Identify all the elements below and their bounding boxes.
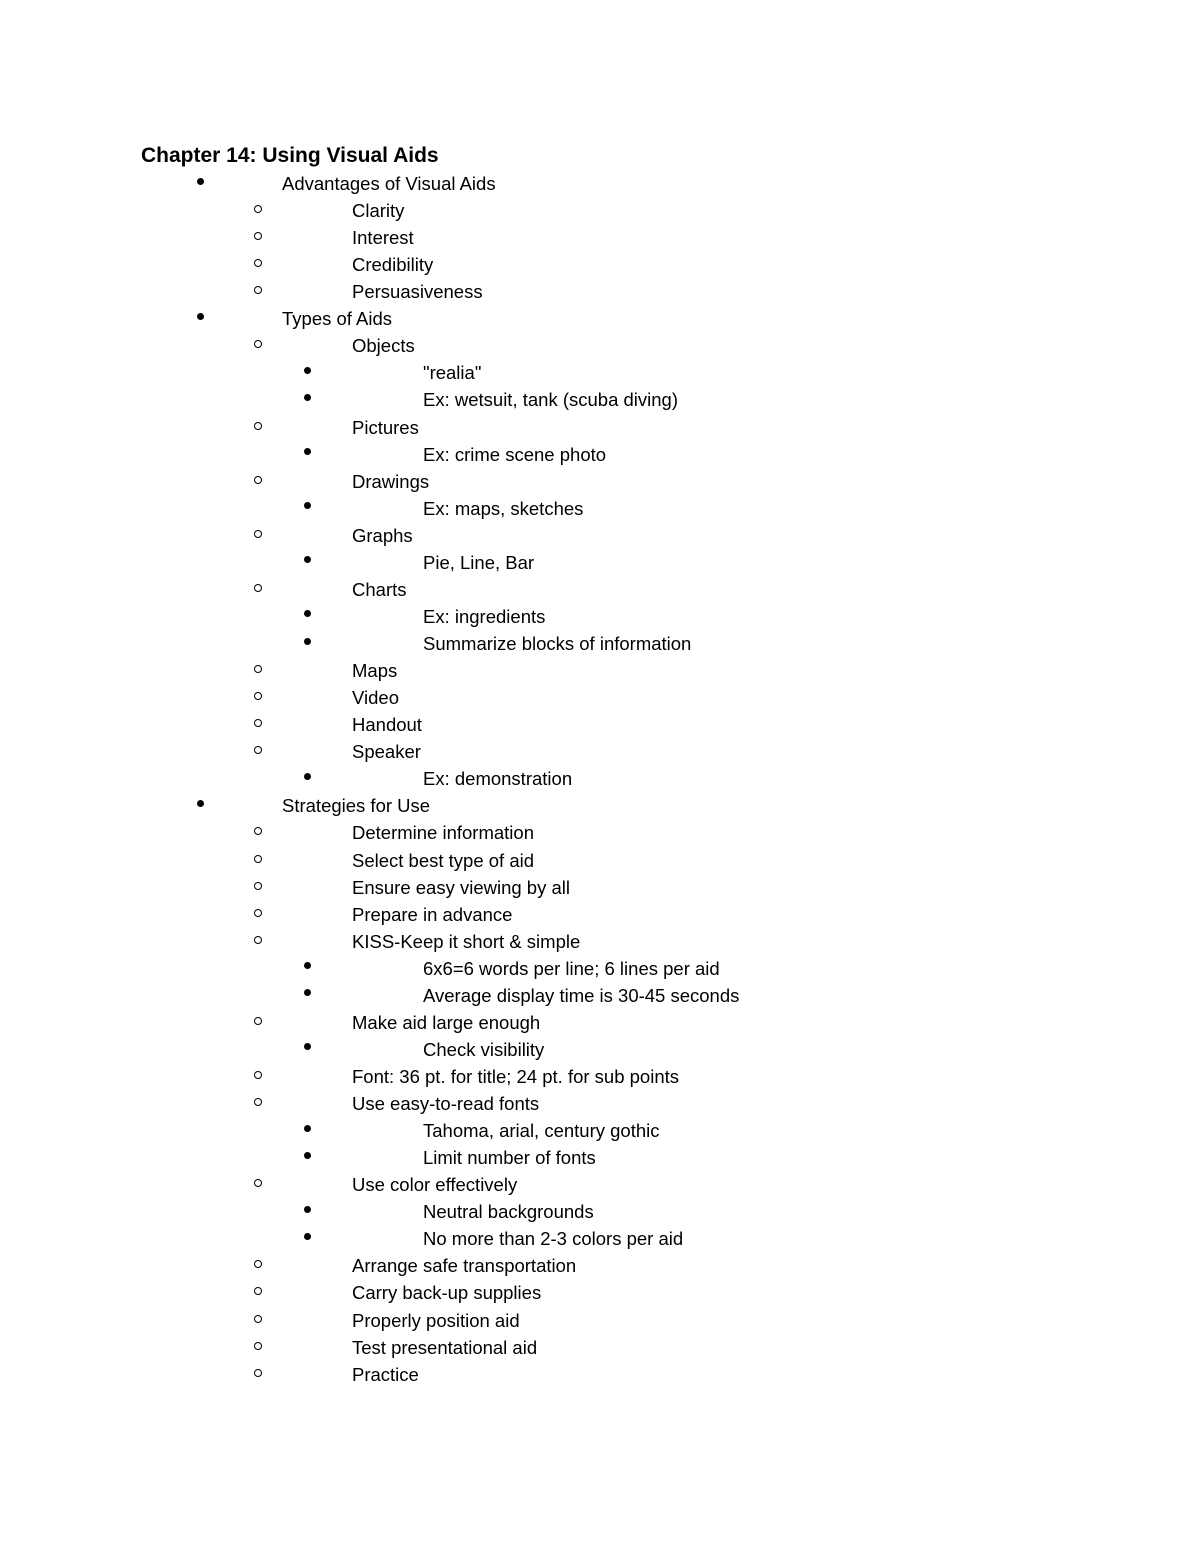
- hollow-circle-bullet-icon: [254, 1361, 262, 1388]
- bullet-icon: [304, 1036, 311, 1063]
- outline-item-text: Video: [352, 687, 399, 709]
- outline-item-text: Average display time is 30-45 seconds: [423, 984, 740, 1006]
- outline-item-text: Types of Aids: [282, 308, 393, 330]
- outline-item-text: Clarity: [352, 200, 405, 222]
- hollow-circle-bullet-icon: [254, 901, 262, 928]
- hollow-circle-bullet-icon: [254, 738, 262, 765]
- bullet-icon: [304, 359, 311, 386]
- outline-item-text: Drawings: [352, 470, 430, 492]
- outline-item-text: Use easy-to-read fonts: [352, 1093, 540, 1115]
- outline-item-text: Determine information: [352, 822, 534, 844]
- outline-item-text: Summarize blocks of information: [423, 633, 692, 655]
- bullet-icon: [304, 765, 311, 792]
- hollow-circle-bullet-icon: [254, 819, 262, 846]
- outline-item-text: Speaker: [352, 741, 421, 763]
- outline-item-text: Handout: [352, 714, 422, 736]
- outline-item-text: Tahoma, arial, century gothic: [423, 1120, 660, 1142]
- hollow-circle-bullet-icon: [254, 847, 262, 874]
- outline-item-text: Limit number of fonts: [423, 1147, 596, 1169]
- bullet-icon: [304, 495, 311, 522]
- hollow-circle-bullet-icon: [254, 251, 262, 278]
- bullet-icon: [304, 1198, 311, 1225]
- outline-item-text: Maps: [352, 660, 398, 682]
- bullet-icon: [304, 549, 311, 576]
- hollow-circle-bullet-icon: [254, 224, 262, 251]
- bullet-icon: [197, 170, 204, 197]
- outline-item-text: Ex: crime scene photo: [423, 443, 607, 465]
- outline-item-text: Charts: [352, 578, 407, 600]
- hollow-circle-bullet-icon: [254, 684, 262, 711]
- outline-item-text: Strategies for Use: [282, 795, 431, 817]
- hollow-circle-bullet-icon: [254, 468, 262, 495]
- outline-item-text: Pie, Line, Bar: [423, 551, 535, 573]
- hollow-circle-bullet-icon: [254, 414, 262, 441]
- hollow-circle-bullet-icon: [254, 332, 262, 359]
- outline-item-text: Pictures: [352, 416, 419, 438]
- outline-item-text: Font: 36 pt. for title; 24 pt. for sub points: [352, 1065, 680, 1087]
- hollow-circle-bullet-icon: [254, 657, 262, 684]
- hollow-circle-bullet-icon: [254, 1252, 262, 1279]
- bullet-icon: [304, 630, 311, 657]
- outline-item-text: Practice: [352, 1363, 419, 1385]
- hollow-circle-bullet-icon: [254, 711, 262, 738]
- hollow-circle-bullet-icon: [254, 1090, 262, 1117]
- bullet-icon: [304, 603, 311, 630]
- outline-item-text: Ex: maps, sketches: [423, 497, 584, 519]
- outline-item-text: Graphs: [352, 524, 413, 546]
- hollow-circle-bullet-icon: [254, 1279, 262, 1306]
- outline-item-text: Ex: demonstration: [423, 768, 573, 790]
- outline-item-text: No more than 2-3 colors per aid: [423, 1228, 684, 1250]
- outline-item-text: Prepare in advance: [352, 903, 513, 925]
- outline-item-text: Arrange safe transportation: [352, 1255, 577, 1277]
- outline-item-text: Use color effectively: [352, 1174, 518, 1196]
- hollow-circle-bullet-icon: [254, 928, 262, 955]
- outline-item-text: Make aid large enough: [352, 1011, 541, 1033]
- outline-item-text: Properly position aid: [352, 1309, 520, 1331]
- page-title: Chapter 14: Using Visual Aids: [141, 144, 439, 167]
- hollow-circle-bullet-icon: [254, 874, 262, 901]
- bullet-icon: [304, 441, 311, 468]
- hollow-circle-bullet-icon: [254, 1063, 262, 1090]
- hollow-circle-bullet-icon: [254, 1334, 262, 1361]
- outline-item-text: Ensure easy viewing by all: [352, 876, 570, 898]
- outline-item-text: Credibility: [352, 254, 434, 276]
- bullet-icon: [304, 1117, 311, 1144]
- outline-item-text: Check visibility: [423, 1038, 545, 1060]
- hollow-circle-bullet-icon: [254, 576, 262, 603]
- hollow-circle-bullet-icon: [254, 1307, 262, 1334]
- outline-item-text: "realia": [423, 362, 482, 384]
- bullet-icon: [304, 955, 311, 982]
- outline-item-text: 6x6=6 words per line; 6 lines per aid: [423, 957, 720, 979]
- outline-item-text: Select best type of aid: [352, 849, 535, 871]
- bullet-icon: [304, 1144, 311, 1171]
- bullet-icon: [304, 386, 311, 413]
- hollow-circle-bullet-icon: [254, 197, 262, 224]
- bullet-icon: [304, 1225, 311, 1252]
- hollow-circle-bullet-icon: [254, 1171, 262, 1198]
- bullet-icon: [304, 982, 311, 1009]
- hollow-circle-bullet-icon: [254, 1009, 262, 1036]
- outline-item-text: Advantages of Visual Aids: [282, 173, 496, 194]
- outline-item-text: Ex: wetsuit, tank (scuba diving): [423, 389, 678, 411]
- bullet-icon: [197, 305, 204, 332]
- outline-item-text: Interest: [352, 227, 414, 249]
- bullet-icon: [197, 792, 204, 819]
- outline-item-text: Test presentational aid: [352, 1336, 538, 1358]
- outline-item-text: Ex: ingredients: [423, 605, 546, 627]
- outline-item-text: KISS-Keep it short & simple: [352, 930, 581, 952]
- outline-item-text: Carry back-up supplies: [352, 1282, 542, 1304]
- hollow-circle-bullet-icon: [254, 278, 262, 305]
- outline-item-text: Neutral backgrounds: [423, 1201, 594, 1223]
- outline-item-text: Persuasiveness: [352, 281, 483, 303]
- outline-item-text: Objects: [352, 335, 415, 357]
- hollow-circle-bullet-icon: [254, 522, 262, 549]
